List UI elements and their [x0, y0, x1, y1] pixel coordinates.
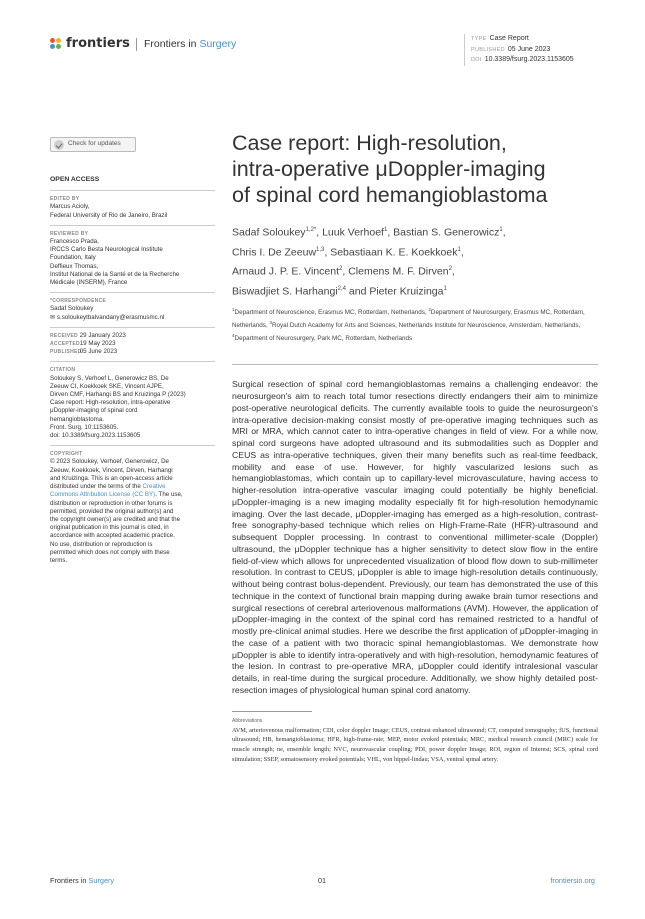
affiliation: Department of Neurosurgery, Park MC, Rotterdam, Netherlands: [234, 335, 413, 343]
reviewer-line: Médicale (INSERM), France: [50, 279, 128, 287]
page-number: 01: [318, 876, 327, 885]
abbreviations: AVM, arteriovenous malformation; CDI, color doppler Image; CEUS, contrast enhanced ultrasound; CT, computed tomography; fUS, functional ultrasound; HB, hemangioblastoma; HFR, high-frame-rate; MEP, motor evoked potentials; MRC, medical research council (MRC) scale for muscle strength; ne, ensemble length; NVC, neurovascular coupling; PDI, power doppler Image; ROI, region of Interest; SCS, spinal cord stimulation; SSEP, somatosensory evoked potentials; VHL, von hippel-lindau; VSA, ventral spinal artery.: [232, 726, 598, 763]
reviewed-by-label: REVIEWED BY: [50, 230, 89, 237]
date-published: PUBLISHED 05 June 2023: [50, 348, 118, 356]
main-content: [232, 130, 598, 764]
frontiers-logo[interactable]: [50, 36, 130, 51]
divider: [50, 327, 215, 328]
article-title: [232, 130, 598, 208]
copyright-line: distribution or reproduction in other forums is: [50, 499, 173, 507]
abstract: Surgical resection of spinal cord hemangioblastomas remains a challenging endeavor: the neurosurgeon's aim to reach total tumor resections directly endangers their aim to minimize post-operative neurological deficits. The currently available tools to guide the neurosurgeon's intra-operative decision-making consist mostly of pre-operative imaging techniques such as MRI or MRA, which cannot cater to intra-operative changes in field of view. For a while now, spinal cord surgeons have adopted ultrasound and its submodalities such as Doppler and CEUS as intra-operative techniques, given their many benefits such as real-time feedback, mobility and ease of use. However, for highly vascularized lesions such as hemangioblastomas, which contain up to capillary-level microvasculature, having access to higher-resolution intra-operative vascular imaging could potentially be highly beneficial. μDoppler-imaging is a new imaging modality especially fit for high-resolution hemodynamic imaging. Over the last decade, μDoppler-imaging has emerged as a high-resolution, contrast-free sonography-based technique which relies on High-Frame-Rate (HFR)-ultrasound and subsequent Doppler processing. In contrast to conventional millimeter-scale (Doppler) ultrasound, the μDoppler technique has a higher sensitivity to detect slow flow in the entire field-of-view which allows for unprecedented visualization of blood flow down to sub-millimeter resolution. In contrast to CEUS, μDoppler is able to image high-resolution details continuously, without being contrast bolus-dependent. Previously, our team has demonstrated the use of this technique in the context of functional brain mapping during awake brain tumor resections and surgical resections of cerebral arteriovenous malformations (AVM). However, the application of μDoppler-imaging in the context of the spinal cord has remained restricted to a handful of mostly pre-clinical animal studies. Here we describe the first application of μDoppler-imaging in the case of a patient with two thoracic spinal hemangioblastomas. We demonstrate how μDoppler is able to identify intra-operatively and with high-resolution, hemodynamic features of the lesion. In contrast to pre-operative MRA, μDoppler could identify intralesional vascular details, in real-time during the surgical procedure. Additionally, we show highly detailed post-resection images of physiological human spinal cord anatomy.: [232, 379, 598, 695]
edited-by-label: EDITED BY: [50, 196, 80, 203]
copyright-line: permitted which does not comply with these: [50, 548, 170, 556]
reviewer-line: Deffieux Thomas,: [50, 262, 99, 270]
journal-name[interactable]: [136, 38, 236, 51]
author-name[interactable]: Sadaf Soloukey: [232, 226, 306, 239]
citation-label: CITATION: [50, 367, 76, 374]
author-affiliation: 1: [443, 285, 447, 292]
reviewer-line: Foundation, Italy: [50, 254, 96, 262]
correspondence-label: *CORRESPONDENCE: [50, 298, 107, 305]
copyright-line: the copyright owner(s) are credited and that the: [50, 515, 181, 523]
author-name[interactable]: Arnaud J. P. E. Vincent: [232, 265, 340, 278]
reviewer-line: Institut National de la Santé et de la Recherche: [50, 270, 180, 278]
author-name[interactable]: Bastian S. Generowicz: [393, 226, 500, 239]
title-line: intra-operative μDoppler-imaging: [232, 157, 546, 181]
affiliation: Department of Neurosurgery, Erasmus MC, Rotterdam, Netherlands,: [232, 309, 585, 330]
copyright-line: © 2023 Soloukey, Verhoef, Generowicz, De: [50, 458, 169, 466]
title-line: of spinal cord hemangioblastoma: [232, 183, 548, 207]
meta-type: TYPE Case Report: [471, 35, 529, 42]
author-line: Sadaf Soloukey$^{1,2*}$, Luuk Verhoef$^1$, Bastian S. Generowicz$^1$,: [232, 226, 506, 239]
copyright-line: distributed under the terms of the Creative: [50, 483, 166, 491]
divider: [232, 364, 598, 365]
check-for-updates-button[interactable]: [50, 137, 136, 152]
title-line: Case report: High-resolution,: [232, 131, 507, 155]
author-affiliation: 1,3: [316, 246, 325, 253]
divider: [50, 190, 215, 191]
author-list: [232, 222, 598, 300]
open-access-label: OPEN ACCESS: [50, 176, 100, 183]
reviewer-line: Francesco Prada,: [50, 238, 99, 246]
reviewed-by-section: [50, 230, 215, 287]
copyright-label: COPYRIGHT: [50, 451, 83, 458]
author-name[interactable]: Clemens M. F. Dirven: [348, 265, 449, 278]
author-line: Biswadjiet S. Harhangi$^{2,4}$ and Pieter Kruizinga$^1$: [232, 285, 447, 297]
author-affiliation: 2,4: [337, 285, 346, 292]
divider: [232, 711, 312, 712]
author-name[interactable]: Biswadjiet S. Harhangi: [232, 285, 338, 297]
copyright-line: permitted, provided the original author(s) and: [50, 507, 174, 515]
author-affiliation: 1: [383, 227, 388, 233]
author-name[interactable]: Sebastiaan K. E. Koekkoek: [330, 246, 458, 258]
author-line: Arnaud J. P. E. Vincent$^2$, Clemens M. F. Dirven$^2$,: [232, 265, 455, 278]
author-affiliation: 2: [339, 266, 343, 272]
license-link[interactable]: Creative: [142, 483, 166, 491]
article-meta: [464, 34, 574, 66]
citation-line: μDoppler-imaging of spinal cord: [50, 407, 138, 415]
correspondence-email[interactable]: ✉ s.soloukeytbalvandany@erasmusmc.nl: [50, 313, 165, 321]
abbreviations-label: Abbreviations: [232, 717, 263, 724]
edited-by-section: [50, 195, 215, 220]
copyright-line: No use, distribution or reproduction is: [50, 540, 153, 548]
copyright-line: Zeeuw, Koekkoek, Vincent, Dirven, Harhangi: [50, 466, 173, 474]
page-header: [50, 34, 610, 64]
date-received: RECEIVED 29 January 2023: [50, 331, 126, 339]
affiliation: Department of Neuroscience, Erasmus MC, Rotterdam, Netherlands,: [234, 309, 429, 317]
editor-line: Marcus Acioly,: [50, 203, 90, 211]
author-affiliation: 2: [448, 266, 452, 272]
correspondence-section: [50, 297, 215, 322]
citation-line: hemangioblastoma.: [50, 415, 105, 423]
frontiers-logo-icon: [50, 38, 62, 50]
date-accepted: ACCEPTED 19 May 2023: [50, 340, 116, 348]
logo-text: frontiers: [66, 36, 130, 51]
citation-section: [50, 366, 215, 440]
divider: [50, 445, 215, 446]
divider: [50, 225, 215, 226]
author-name[interactable]: Chris I. De Zeeuw: [232, 246, 317, 258]
checkmark-icon: [54, 140, 64, 150]
affiliation: Royal Dutch Academy for Arts and Sciences, Netherlands Institute for Neuroscience, Amsterdam, Netherlands,: [271, 322, 581, 330]
author-affiliation: 1,2*: [305, 227, 317, 233]
author-affiliation: 1: [499, 227, 503, 233]
copyright-section: [50, 450, 215, 565]
journal-accent: Surgery: [199, 38, 237, 50]
author-affiliation: 1: [457, 246, 461, 253]
copyright-line: original publication in this journal is cited, in: [50, 524, 169, 532]
author-name[interactable]: Pieter Kruizinga: [369, 285, 444, 297]
author-name[interactable]: Luuk Verhoef: [322, 226, 384, 239]
journal-prefix: Frontiers in: [144, 38, 197, 50]
license-link[interactable]: Commons Attribution License (CC BY): [50, 491, 156, 499]
meta-published: PUBLISHED 05 June 2023: [471, 45, 551, 53]
copyright-line: terms.: [50, 556, 68, 564]
citation-line: Front. Surg. 10:1153605.: [50, 423, 119, 431]
author-line: Chris I. De Zeeuw$^{1,3}$, Sebastiaan K. E. Koekkoek$^1$,: [232, 246, 464, 258]
editor-line: Federal University of Rio de Janeiro, Brazil: [50, 211, 168, 219]
reviewer-line: IRCCS Carlo Besta Neurological Institute: [50, 246, 163, 254]
citation-line: Dirven CMF, Harhangi BS and Kruizinga P (2023): [50, 391, 186, 399]
affiliations: $^1$Department of Neuroscience, Erasmus MC, Rotterdam, Netherlands, $^2$Department of Neurosurgery, Erasmus MC, Rotterdam, Netherlands, $^3$Royal Dutch Academy for Arts and Sciences, Netherlands Institute for Neuroscience, Amsterdam, Netherlands, $^4$Department of Neurosurgery, Park MC, Rotterdam, Netherlands: [232, 307, 585, 343]
divider: [50, 292, 215, 293]
divider: [50, 361, 215, 362]
dates-section: [50, 332, 215, 357]
citation-line: Case report: High-resolution, intra-operative: [50, 399, 171, 407]
sidebar: [50, 137, 215, 570]
correspondence-name: Sadaf Soloukey: [50, 305, 94, 313]
citation-line: Zeeuw CI, Koekkoek SKE, Vincent AJPE,: [50, 382, 164, 390]
copyright-line: accordance with accepted academic practice.: [50, 532, 175, 540]
copyright-line: Commons Attribution License (CC BY). The use,: [50, 491, 183, 499]
check-for-updates-label: Check for updates: [68, 140, 121, 148]
citation-line: Soloukey S, Verhoef L, Generowicz BS, De: [50, 374, 169, 382]
meta-doi[interactable]: DOI 10.3389/fsurg.2023.1153605: [471, 56, 574, 63]
footer-journal[interactable]: Frontiers in Surgery: [50, 876, 115, 885]
citation-doi[interactable]: doi: 10.3389/fsurg.2023.1153605: [50, 432, 141, 440]
footer-website-link[interactable]: frontiersin.org: [550, 876, 595, 885]
copyright-line: and Kruizinga. This is an open-access article: [50, 474, 173, 482]
